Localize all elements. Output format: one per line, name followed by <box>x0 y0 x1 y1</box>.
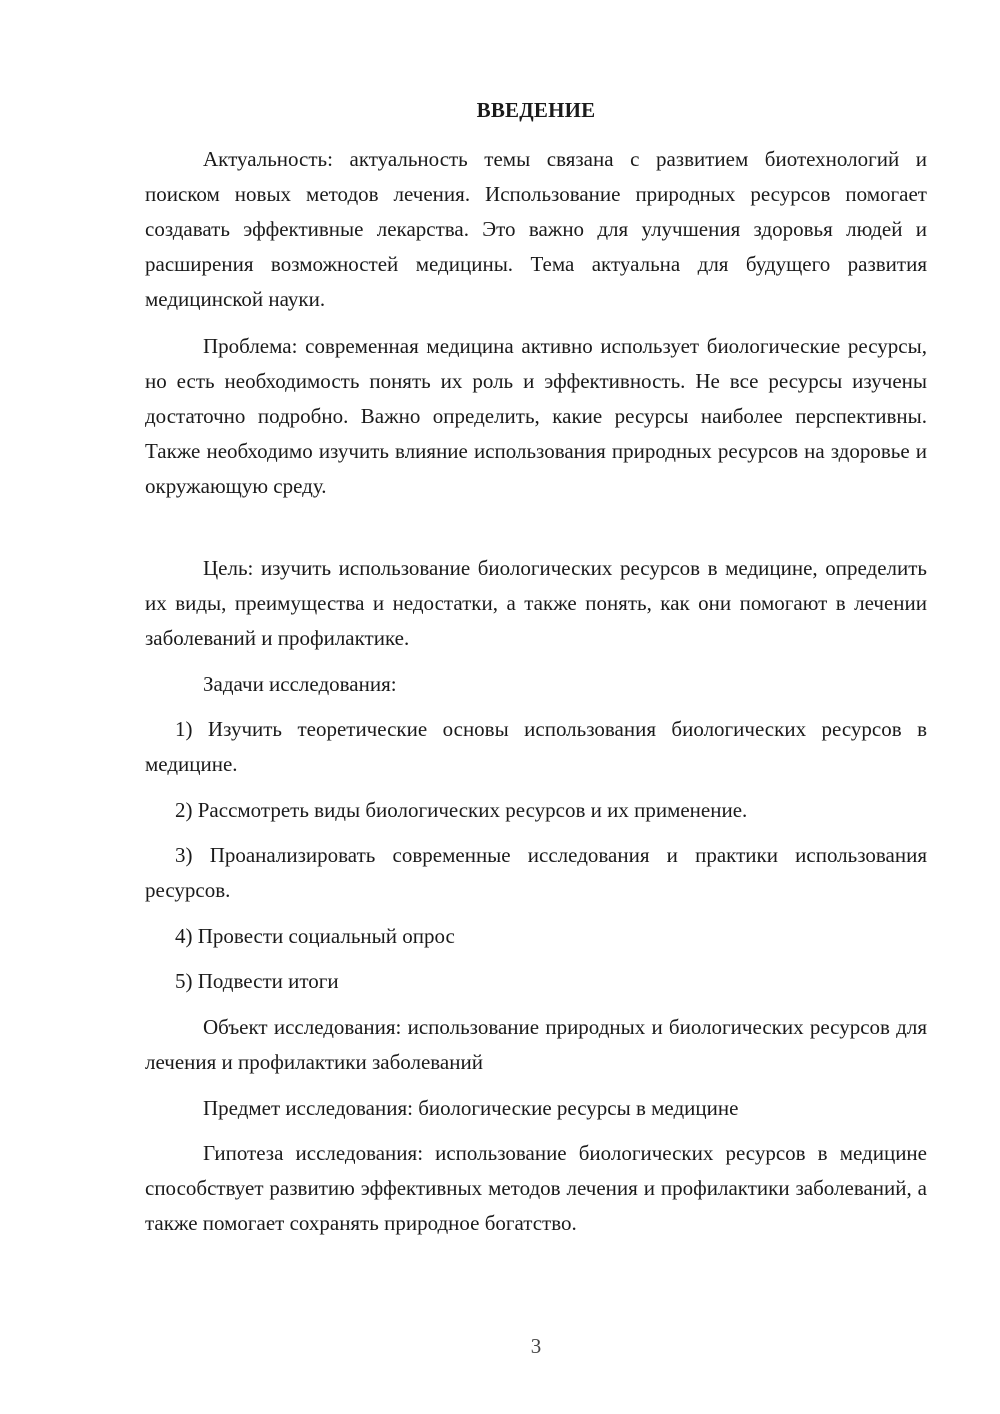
relevance-paragraph: Актуальность: актуальность темы связана с развитием биотехнологий и поиском новых методов лечения. Использование природных ресурсов помогает создавать эффективные лекарства. Это важно для улучшения здоровья людей и расширения возможностей медицины. Тема актуальна для будущего развития медицинской науки. <box>145 147 927 311</box>
subject-paragraph: Предмет исследования: биологические ресурсы в медицине <box>203 1096 739 1120</box>
object-paragraph: Объект исследования: использование природных и биологических ресурсов для лечения и профилактики заболеваний <box>145 1015 927 1074</box>
page-title: ВВЕДЕНИЕ <box>476 98 596 122</box>
document-page <box>145 0 927 1414</box>
problem-paragraph: Проблема: современная медицина активно использует биологические ресурсы, но есть необходимость понять их роль и эффективность. Не все ресурсы изучены достаточно подробно. Важно определить, какие ресурсы наиболее перспективны. Также необходимо изучить влияние использования природных ресурсов на здоровье и окружающую среду. <box>145 334 927 498</box>
hypothesis-paragraph: Гипотеза исследования: использование биологических ресурсов в медицине способствует развитию эффективных методов лечения и профилактики заболеваний, а также помогает сохранять природное богатство. <box>145 1141 927 1235</box>
tasks-title: Задачи исследования: <box>203 672 397 696</box>
task-item: 3) Проанализировать современные исследования и практики использования ресурсов. <box>145 843 927 902</box>
task-item: 5) Подвести итоги <box>175 969 339 993</box>
task-item: 2) Рассмотреть виды биологических ресурсов и их применение. <box>175 798 748 822</box>
task-item: 1) Изучить теоретические основы использования биологических ресурсов в медицине. <box>145 717 927 776</box>
task-item: 4) Провести социальный опрос <box>175 924 455 948</box>
page-number: 3 <box>530 1334 542 1358</box>
goal-paragraph: Цель: изучить использование биологических ресурсов в медицине, определить их виды, преимущества и недостатки, а также понять, как они помогают в лечении заболеваний и профилактике. <box>145 556 927 650</box>
